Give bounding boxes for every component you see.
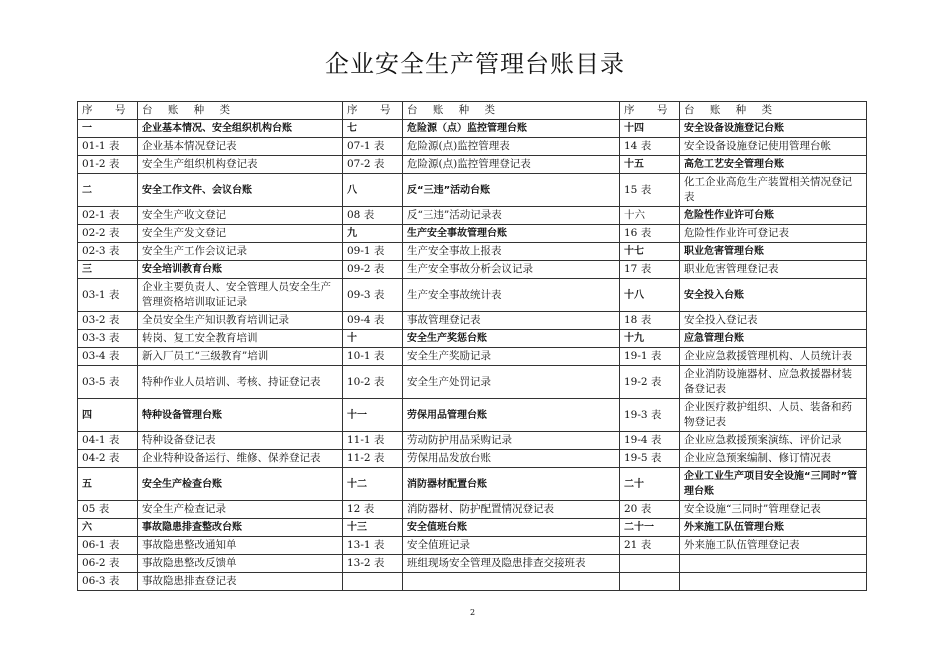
serial-number-cell: 十三 <box>343 519 403 537</box>
table-row <box>78 243 867 261</box>
ledger-catalog-table <box>77 101 867 591</box>
ledger-type-cell: 生产安全事故统计表 <box>403 279 620 312</box>
table-row <box>78 279 867 312</box>
serial-number-cell: 19-5 表 <box>620 450 680 468</box>
ledger-type-cell: 企业医疗救护组织、人员、装备和药物登记表 <box>680 399 867 432</box>
ledger-type-cell: 转岗、复工安全教育培训 <box>138 330 343 348</box>
table-row <box>78 330 867 348</box>
serial-number-cell: 12 表 <box>343 501 403 519</box>
ledger-type-cell: 安全生产收文登记 <box>138 207 343 225</box>
serial-number-cell: 01-2 表 <box>78 156 138 174</box>
table-row <box>78 225 867 243</box>
ledger-type-cell: 消防器材配置台账 <box>403 468 620 501</box>
serial-number-cell: 09-4 表 <box>343 312 403 330</box>
ledger-type-cell: 生产安全事故上报表 <box>403 243 620 261</box>
ledger-type-cell: 企业消防设施器材、应急救援器材装备登记表 <box>680 366 867 399</box>
ledger-type-cell: 危险源（点）监控管理台账 <box>403 120 620 138</box>
ledger-type-cell: 全员安全生产知识教育培训记录 <box>138 312 343 330</box>
ledger-type-cell: 高危工艺安全管理台账 <box>680 156 867 174</box>
table-row <box>78 366 867 399</box>
ledger-type-cell: 事故管理登记表 <box>403 312 620 330</box>
serial-number-cell: 04-1 表 <box>78 432 138 450</box>
ledger-type-cell: 安全设备设施登记台账 <box>680 120 867 138</box>
ledger-type-cell: 特种设备登记表 <box>138 432 343 450</box>
ledger-type-cell: 企业应急救援管理机构、人员统计表 <box>680 348 867 366</box>
ledger-type-cell: 危险性作业许可登记表 <box>680 225 867 243</box>
serial-number-cell: 03-1 表 <box>78 279 138 312</box>
table-row <box>78 312 867 330</box>
serial-number-cell: 11-2 表 <box>343 450 403 468</box>
table-row <box>78 399 867 432</box>
serial-number-cell: 十二 <box>343 468 403 501</box>
ledger-type-cell: 安全投入台账 <box>680 279 867 312</box>
serial-number-cell: 十六 <box>620 207 680 225</box>
ledger-type-cell: 安全生产发文登记 <box>138 225 343 243</box>
serial-number-cell: 06-3 表 <box>78 573 138 591</box>
ledger-type-cell: 班组现场安全管理及隐患排查交接班表 <box>403 555 620 573</box>
page-number: 2 <box>470 608 476 617</box>
ledger-type-cell: 特种设备管理台账 <box>138 399 343 432</box>
ledger-type-cell: 新入厂员工“三级教育”培训 <box>138 348 343 366</box>
ledger-type-cell: 企业应急预案编制、修订情况表 <box>680 450 867 468</box>
page-title: 企业安全生产管理台账目录 <box>325 50 625 78</box>
ledger-type-cell: 劳保用品发放台账 <box>403 450 620 468</box>
serial-number-cell <box>343 573 403 591</box>
ledger-type-cell: 化工企业高危生产装置相关情况登记表 <box>680 174 867 207</box>
serial-number-cell: 06-2 表 <box>78 555 138 573</box>
serial-number-cell: 07-2 表 <box>343 156 403 174</box>
table-row <box>78 573 867 591</box>
ledger-type-cell: 安全生产奖励记录 <box>403 348 620 366</box>
ledger-type-cell: 事故隐患排查整改台账 <box>138 519 343 537</box>
ledger-type-cell: 安全生产工作会议记录 <box>138 243 343 261</box>
serial-number-cell: 14 表 <box>620 138 680 156</box>
header-cell: 序 号 <box>343 102 403 120</box>
ledger-type-cell <box>680 573 867 591</box>
header-cell: 台 账 种 类 <box>680 102 867 120</box>
table-row <box>78 174 867 207</box>
ledger-type-cell: 安全生产组织机构登记表 <box>138 156 343 174</box>
table-row <box>78 468 867 501</box>
serial-number-cell: 03-5 表 <box>78 366 138 399</box>
table-row <box>78 138 867 156</box>
table-row <box>78 450 867 468</box>
table-row <box>78 156 867 174</box>
serial-number-cell: 八 <box>343 174 403 207</box>
ledger-type-cell: 安全值班台账 <box>403 519 620 537</box>
ledger-type-cell: 特种作业人员培训、考核、持证登记表 <box>138 366 343 399</box>
serial-number-cell: 13-1 表 <box>343 537 403 555</box>
table-row <box>78 432 867 450</box>
ledger-type-cell <box>403 573 620 591</box>
table-row <box>78 348 867 366</box>
ledger-type-cell: 外来施工队伍管理登记表 <box>680 537 867 555</box>
table-row <box>78 120 867 138</box>
ledger-type-cell: 安全培训教育台账 <box>138 261 343 279</box>
serial-number-cell: 十一 <box>343 399 403 432</box>
serial-number-cell: 一 <box>78 120 138 138</box>
ledger-type-cell: 劳动防护用品采购记录 <box>403 432 620 450</box>
serial-number-cell: 十四 <box>620 120 680 138</box>
serial-number-cell: 08 表 <box>343 207 403 225</box>
serial-number-cell: 21 表 <box>620 537 680 555</box>
table-row <box>78 519 867 537</box>
serial-number-cell <box>620 555 680 573</box>
ledger-type-cell: 事故隐患排查登记表 <box>138 573 343 591</box>
serial-number-cell: 20 表 <box>620 501 680 519</box>
ledger-type-cell: 企业主要负责人、安全管理人员安全生产管理资格培训取证记录 <box>138 279 343 312</box>
ledger-type-cell: 劳保用品管理台账 <box>403 399 620 432</box>
serial-number-cell: 19-4 表 <box>620 432 680 450</box>
serial-number-cell: 五 <box>78 468 138 501</box>
serial-number-cell: 09-1 表 <box>343 243 403 261</box>
header-cell: 序 号 <box>78 102 138 120</box>
ledger-type-cell: 安全生产检查记录 <box>138 501 343 519</box>
ledger-type-cell: 生产安全事故管理台账 <box>403 225 620 243</box>
table-row <box>78 537 867 555</box>
serial-number-cell: 十七 <box>620 243 680 261</box>
serial-number-cell: 13-2 表 <box>343 555 403 573</box>
serial-number-cell: 09-2 表 <box>343 261 403 279</box>
ledger-type-cell: 安全值班记录 <box>403 537 620 555</box>
ledger-type-cell: 事故隐患整改通知单 <box>138 537 343 555</box>
ledger-type-cell: 安全设备设施登记使用管理台帐 <box>680 138 867 156</box>
serial-number-cell: 01-1 表 <box>78 138 138 156</box>
table-row <box>78 501 867 519</box>
serial-number-cell: 二 <box>78 174 138 207</box>
ledger-type-cell: 企业基本情况、安全组织机构台账 <box>138 120 343 138</box>
serial-number-cell: 07-1 表 <box>343 138 403 156</box>
ledger-type-cell: 企业基本情况登记表 <box>138 138 343 156</box>
serial-number-cell: 19-3 表 <box>620 399 680 432</box>
ledger-type-cell: 安全工作文件、会议台账 <box>138 174 343 207</box>
serial-number-cell: 09-3 表 <box>343 279 403 312</box>
serial-number-cell: 15 表 <box>620 174 680 207</box>
serial-number-cell: 02-1 表 <box>78 207 138 225</box>
serial-number-cell: 七 <box>343 120 403 138</box>
serial-number-cell: 19-2 表 <box>620 366 680 399</box>
serial-number-cell: 十 <box>343 330 403 348</box>
serial-number-cell: 四 <box>78 399 138 432</box>
serial-number-cell: 10-2 表 <box>343 366 403 399</box>
ledger-type-cell <box>680 555 867 573</box>
serial-number-cell: 02-3 表 <box>78 243 138 261</box>
ledger-type-cell: 危险性作业许可台账 <box>680 207 867 225</box>
table-row <box>78 207 867 225</box>
serial-number-cell: 十五 <box>620 156 680 174</box>
header-cell: 台 账 种 类 <box>138 102 343 120</box>
serial-number-cell: 十九 <box>620 330 680 348</box>
serial-number-cell: 10-1 表 <box>343 348 403 366</box>
ledger-type-cell: 职业危害管理台账 <box>680 243 867 261</box>
table-row <box>78 555 867 573</box>
serial-number-cell: 03-4 表 <box>78 348 138 366</box>
ledger-type-cell: 企业工业生产项目安全设施“三同时”管理台账 <box>680 468 867 501</box>
serial-number-cell: 九 <box>343 225 403 243</box>
serial-number-cell: 16 表 <box>620 225 680 243</box>
serial-number-cell: 18 表 <box>620 312 680 330</box>
ledger-type-cell: 企业特种设备运行、维修、保养登记表 <box>138 450 343 468</box>
serial-number-cell: 三 <box>78 261 138 279</box>
table-row <box>78 261 867 279</box>
ledger-type-cell: 职业危害管理登记表 <box>680 261 867 279</box>
serial-number-cell: 17 表 <box>620 261 680 279</box>
serial-number-cell: 03-3 表 <box>78 330 138 348</box>
ledger-type-cell: 事故隐患整改反馈单 <box>138 555 343 573</box>
serial-number-cell: 05 表 <box>78 501 138 519</box>
ledger-type-cell: 反“三违”活动台账 <box>403 174 620 207</box>
serial-number-cell: 06-1 表 <box>78 537 138 555</box>
ledger-type-cell: 安全投入登记表 <box>680 312 867 330</box>
ledger-type-cell: 危险源(点)监控管理表 <box>403 138 620 156</box>
ledger-type-cell: 安全生产处罚记录 <box>403 366 620 399</box>
serial-number-cell: 二十 <box>620 468 680 501</box>
ledger-type-cell: 企业应急救援预案演练、评价记录 <box>680 432 867 450</box>
serial-number-cell: 十八 <box>620 279 680 312</box>
ledger-type-cell: 安全设施“三同时”管理登记表 <box>680 501 867 519</box>
ledger-type-cell: 外来施工队伍管理台账 <box>680 519 867 537</box>
serial-number-cell: 11-1 表 <box>343 432 403 450</box>
serial-number-cell: 二十一 <box>620 519 680 537</box>
header-cell: 台 账 种 类 <box>403 102 620 120</box>
ledger-type-cell: 反“三违”活动记录表 <box>403 207 620 225</box>
ledger-type-cell: 危险源(点)监控管理登记表 <box>403 156 620 174</box>
serial-number-cell: 六 <box>78 519 138 537</box>
ledger-type-cell: 安全生产奖惩台账 <box>403 330 620 348</box>
serial-number-cell: 02-2 表 <box>78 225 138 243</box>
ledger-type-cell: 应急管理台账 <box>680 330 867 348</box>
ledger-type-cell: 安全生产检查台账 <box>138 468 343 501</box>
ledger-type-cell: 消防器材、防护配置情况登记表 <box>403 501 620 519</box>
serial-number-cell <box>620 573 680 591</box>
table-header-row <box>78 102 867 120</box>
serial-number-cell: 03-2 表 <box>78 312 138 330</box>
serial-number-cell: 04-2 表 <box>78 450 138 468</box>
header-cell: 序 号 <box>620 102 680 120</box>
ledger-type-cell: 生产安全事故分析会议记录 <box>403 261 620 279</box>
serial-number-cell: 19-1 表 <box>620 348 680 366</box>
